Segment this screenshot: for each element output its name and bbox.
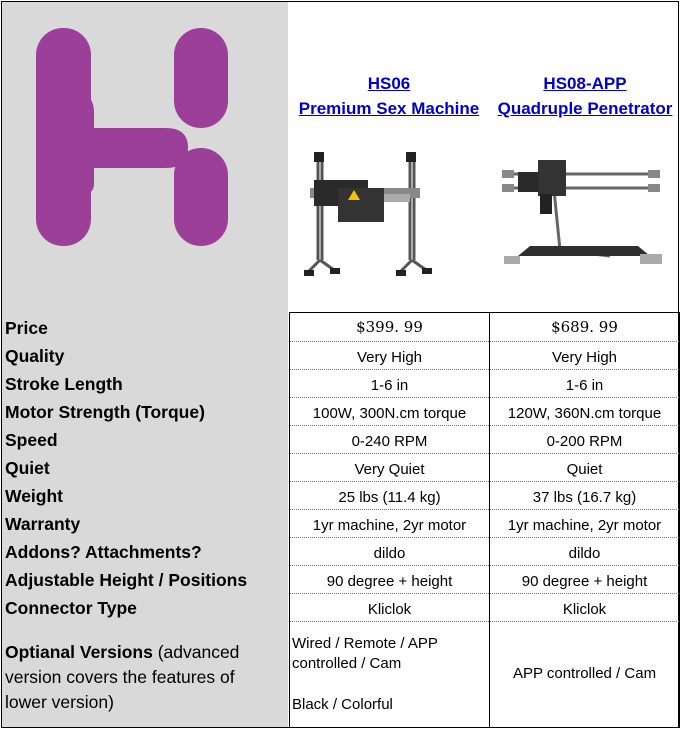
row-divider (290, 509, 679, 510)
brand-logo (36, 28, 230, 246)
quiet-value-hs06: Very Quiet (354, 461, 425, 478)
row-divider (290, 453, 679, 454)
row-label-adjustable-height: Adjustable Height / Positions (5, 570, 248, 590)
row-divider (290, 481, 679, 482)
stroke-value-hs08: 1-6 in (565, 377, 604, 394)
row-label-warranty: Warranty (5, 514, 81, 534)
adjustable-value-hs08: 90 degree + height (521, 573, 648, 590)
addons-value-hs06: dildo (373, 545, 406, 562)
price-value-hs06: $399. 99 (356, 318, 423, 336)
row-label-quality: Quality (5, 346, 65, 366)
connector-value-hs06: Kliclok (367, 601, 412, 618)
table-right-line (679, 312, 680, 728)
row-divider (290, 565, 679, 566)
adjustable-value-hs06: 90 degree + height (326, 573, 453, 590)
product-2-image (500, 150, 668, 275)
table-top-line (289, 312, 679, 313)
row-label-stroke-length: Stroke Length (5, 374, 123, 394)
warranty-value-hs08: 1yr machine, 2yr motor (507, 517, 662, 534)
speed-value-hs08: 0-200 RPM (546, 433, 623, 450)
row-divider (290, 369, 679, 370)
price-value-hs08: $689. 99 (551, 318, 618, 336)
row-divider (290, 593, 679, 594)
row-divider (290, 397, 679, 398)
stroke-value-hs06: 1-6 in (370, 377, 409, 394)
warranty-value-hs06: 1yr machine, 2yr motor (312, 517, 467, 534)
weight-value-hs08: 37 lbs (16.7 kg) (532, 489, 637, 506)
product-1-code[interactable]: HS06 (367, 74, 411, 93)
row-label-weight: Weight (5, 486, 64, 506)
speed-value-hs06: 0-240 RPM (351, 433, 428, 450)
row-label-quiet: Quiet (5, 458, 50, 478)
row-label-optional-versions (5, 640, 280, 715)
optional-value-hs08: APP controlled / Cam (512, 665, 657, 682)
row-label-motor-strength: Motor Strength (Torque) (5, 402, 205, 422)
row-label-connector-type: Connector Type (5, 598, 137, 618)
optional-value-hs06-line2: Black / Colorful (292, 696, 393, 713)
row-label-speed: Speed (5, 430, 58, 450)
optional-label-note: (advanced version covers the features of lower version) (5, 642, 240, 712)
row-divider (290, 425, 679, 426)
connector-value-hs08: Kliclok (562, 601, 607, 618)
product-2-name[interactable]: Quadruple Penetrator (497, 99, 673, 118)
optional-value-hs06-line1: Wired / Remote / APP controlled / Cam (292, 635, 438, 672)
row-label-addons: Addons? Attachments? (5, 542, 202, 562)
motor-value-hs08: 120W, 360N.cm torque (507, 405, 662, 422)
product-1-image (300, 148, 450, 278)
optional-label-bold: Optianal Versions (5, 642, 153, 662)
addons-value-hs08: dildo (568, 545, 601, 562)
product-1-name[interactable]: Premium Sex Machine (298, 99, 480, 118)
weight-value-hs06: 25 lbs (11.4 kg) (338, 489, 441, 506)
product-2-code[interactable]: HS08-APP (543, 74, 627, 93)
row-label-price: Price (5, 318, 48, 338)
row-divider (290, 341, 679, 342)
row-divider (290, 537, 679, 538)
motor-value-hs06: 100W, 300N.cm torque (312, 405, 467, 422)
row-divider (290, 621, 679, 622)
quality-value-hs06: Very High (356, 349, 423, 366)
quiet-value-hs08: Quiet (566, 461, 603, 478)
quality-value-hs08: Very High (551, 349, 618, 366)
